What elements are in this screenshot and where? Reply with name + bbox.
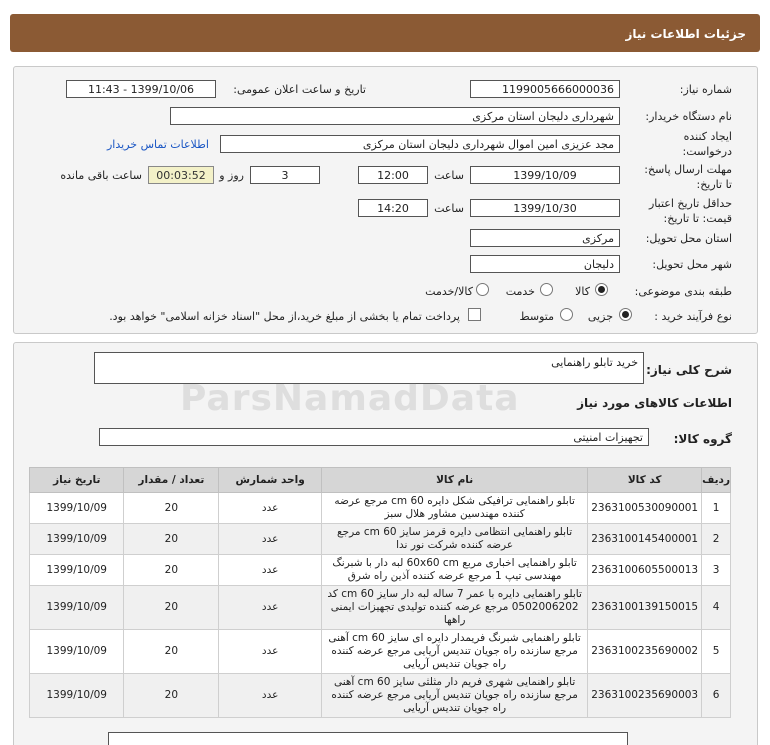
table-row [30,524,731,555]
page-title: جزئیات اطلاعات نیاز [625,27,746,41]
row-code: 2363100139150015 [588,586,702,630]
row-qty: 20 [124,555,219,586]
row-unit: عدد [219,524,322,555]
group-field: تجهیزات امنیتی [99,428,649,446]
row-unit: عدد [219,674,322,718]
category-goods-service-label: کالا/خدمت [425,285,473,298]
col-index: ردیف [702,468,731,493]
announce-label: تاریخ و ساعت اعلان عمومی: [233,83,366,96]
table-row [30,493,731,524]
need-number-label: شماره نیاز: [679,83,732,96]
row-index: 1 [702,493,731,524]
creator-label: ایجاد کننده درخواست: [682,130,732,158]
page-header [10,14,760,52]
process-minor-label: جزیی [587,310,613,323]
col-date: تاریخ نیاز [30,468,124,493]
table-row [30,630,731,674]
announce-field: 1399/10/06 - 11:43 [66,80,216,98]
row-date: 1399/10/09 [30,493,124,524]
deadline-time-label: ساعت [434,169,464,182]
row-qty: 20 [124,524,219,555]
deadline-label: مهلت ارسال پاسخ: تا تاریخ: [644,163,732,191]
row-code: 2363100530090001 [588,493,702,524]
row-qty: 20 [124,586,219,630]
province-field: مرکزی [470,229,620,247]
row-qty: 20 [124,493,219,524]
goods-table [29,467,731,718]
table-row [30,555,731,586]
row-name: تابلو راهنمایی ترافیکی شکل دایره 60 cm مرجع عرضه کننده مهندسین مشاور هلال سبز [322,493,588,524]
row-unit: عدد [219,630,322,674]
goods-info-title: اطلاعات کالاهای مورد نیاز [577,396,732,410]
deadline-time-field: 12:00 [358,166,428,184]
row-index: 2 [702,524,731,555]
remaining-time-field: 00:03:52 [148,166,214,184]
remaining-label: ساعت باقی مانده [60,169,142,182]
deadline-date-field: 1399/10/09 [470,166,620,184]
process-medium-radio[interactable] [560,308,573,321]
city-field: دلیجان [470,255,620,273]
row-name: تابلو راهنمایی شهری فریم دار مثلثی سایز 60 cm آهنی مرجع سازنده راه جویان تندیس آریایی مرجع عرضه کننده راه جویان تندیس آریایی [322,674,588,718]
row-code: 2363100605500013 [588,555,702,586]
summary-label: شرح کلی نیاز: [646,363,732,377]
row-date: 1399/10/09 [30,674,124,718]
buyer-org-field: شهرداری دلیجان استان مرکزی [170,107,620,125]
row-index: 4 [702,586,731,630]
buyer-contact-link[interactable]: اطلاعات تماس خریدار [107,138,209,151]
process-label: نوع فرآیند خرید : [654,310,732,323]
table-header-row [30,468,731,493]
category-service-radio[interactable] [540,283,553,296]
validity-time-label: ساعت [434,202,464,215]
days-label: روز و [219,169,244,182]
summary-field: خرید تابلو راهنمایی [94,352,644,384]
row-unit: عدد [219,555,322,586]
table-row [30,586,731,630]
row-date: 1399/10/09 [30,555,124,586]
col-code: کد کالا [588,468,702,493]
category-label: طبقه بندی موضوعی: [634,285,732,298]
row-date: 1399/10/09 [30,586,124,630]
row-date: 1399/10/09 [30,524,124,555]
row-qty: 20 [124,674,219,718]
process-minor-radio[interactable] [619,308,632,321]
payment-note: پرداخت تمام یا بخشی از مبلغ خرید،از محل "اسناد خزانه اسلامی" خواهد بود. [109,310,460,323]
validity-time-field: 14:20 [358,199,428,217]
validity-label: حداقل تاریخ اعتبار قیمت: تا تاریخ: [648,197,732,225]
need-number-field: 1199005666000036 [470,80,620,98]
col-unit: واحد شمارش [219,468,322,493]
row-date: 1399/10/09 [30,630,124,674]
category-service-label: خدمت [505,285,535,298]
row-name: تابلو راهنمایی شبرنگ فریمدار دایره ای سایز 60 cm آهنی مرجع سازنده راه جویان تندیس آریایی مرجع عرضه کننده راه جویان تندیس آریایی [322,630,588,674]
category-goods-service-radio[interactable] [476,283,489,296]
row-index: 5 [702,630,731,674]
creator-field: مجد عزیزی امین اموال شهرداری دلیجان استان مرکزی [220,135,620,153]
process-medium-label: متوسط [519,310,554,323]
category-goods-radio[interactable] [595,283,608,296]
row-index: 6 [702,674,731,718]
col-name: نام کالا [322,468,588,493]
row-unit: عدد [219,493,322,524]
group-label: گروه کالا: [673,432,732,446]
table-row [30,674,731,718]
row-unit: عدد [219,586,322,630]
validity-date-field: 1399/10/30 [470,199,620,217]
row-code: 2363100145400001 [588,524,702,555]
row-name: تابلو راهنمایی اخباری مربع 60x60 cm لبه دار با شبرنگ مهندسی تیپ 1 مرجع عرضه کننده آذین راه شرق [322,555,588,586]
treasury-payment-checkbox[interactable] [468,308,481,321]
buyer-notes-field [108,732,628,745]
category-goods-label: کالا [575,285,590,298]
days-remaining-field: 3 [250,166,320,184]
row-qty: 20 [124,630,219,674]
row-code: 2363100235690003 [588,674,702,718]
row-index: 3 [702,555,731,586]
row-name: تابلو راهنمایی انتظامی دایره قرمز سایز 60 cm مرجع عرضه کننده شرکت نور ندا [322,524,588,555]
buyer-org-label: نام دستگاه خریدار: [645,110,732,123]
province-label: استان محل تحویل: [645,232,732,245]
city-label: شهر محل تحویل: [652,258,732,271]
row-name: تابلو راهنمایی دایره با عمر 7 ساله لبه دار سایز 60 cm کد 0502006202 مرجع عرضه کننده تولیدی تجهیزات ایمنی راهها [322,586,588,630]
col-qty: تعداد / مقدار [124,468,219,493]
row-code: 2363100235690002 [588,630,702,674]
